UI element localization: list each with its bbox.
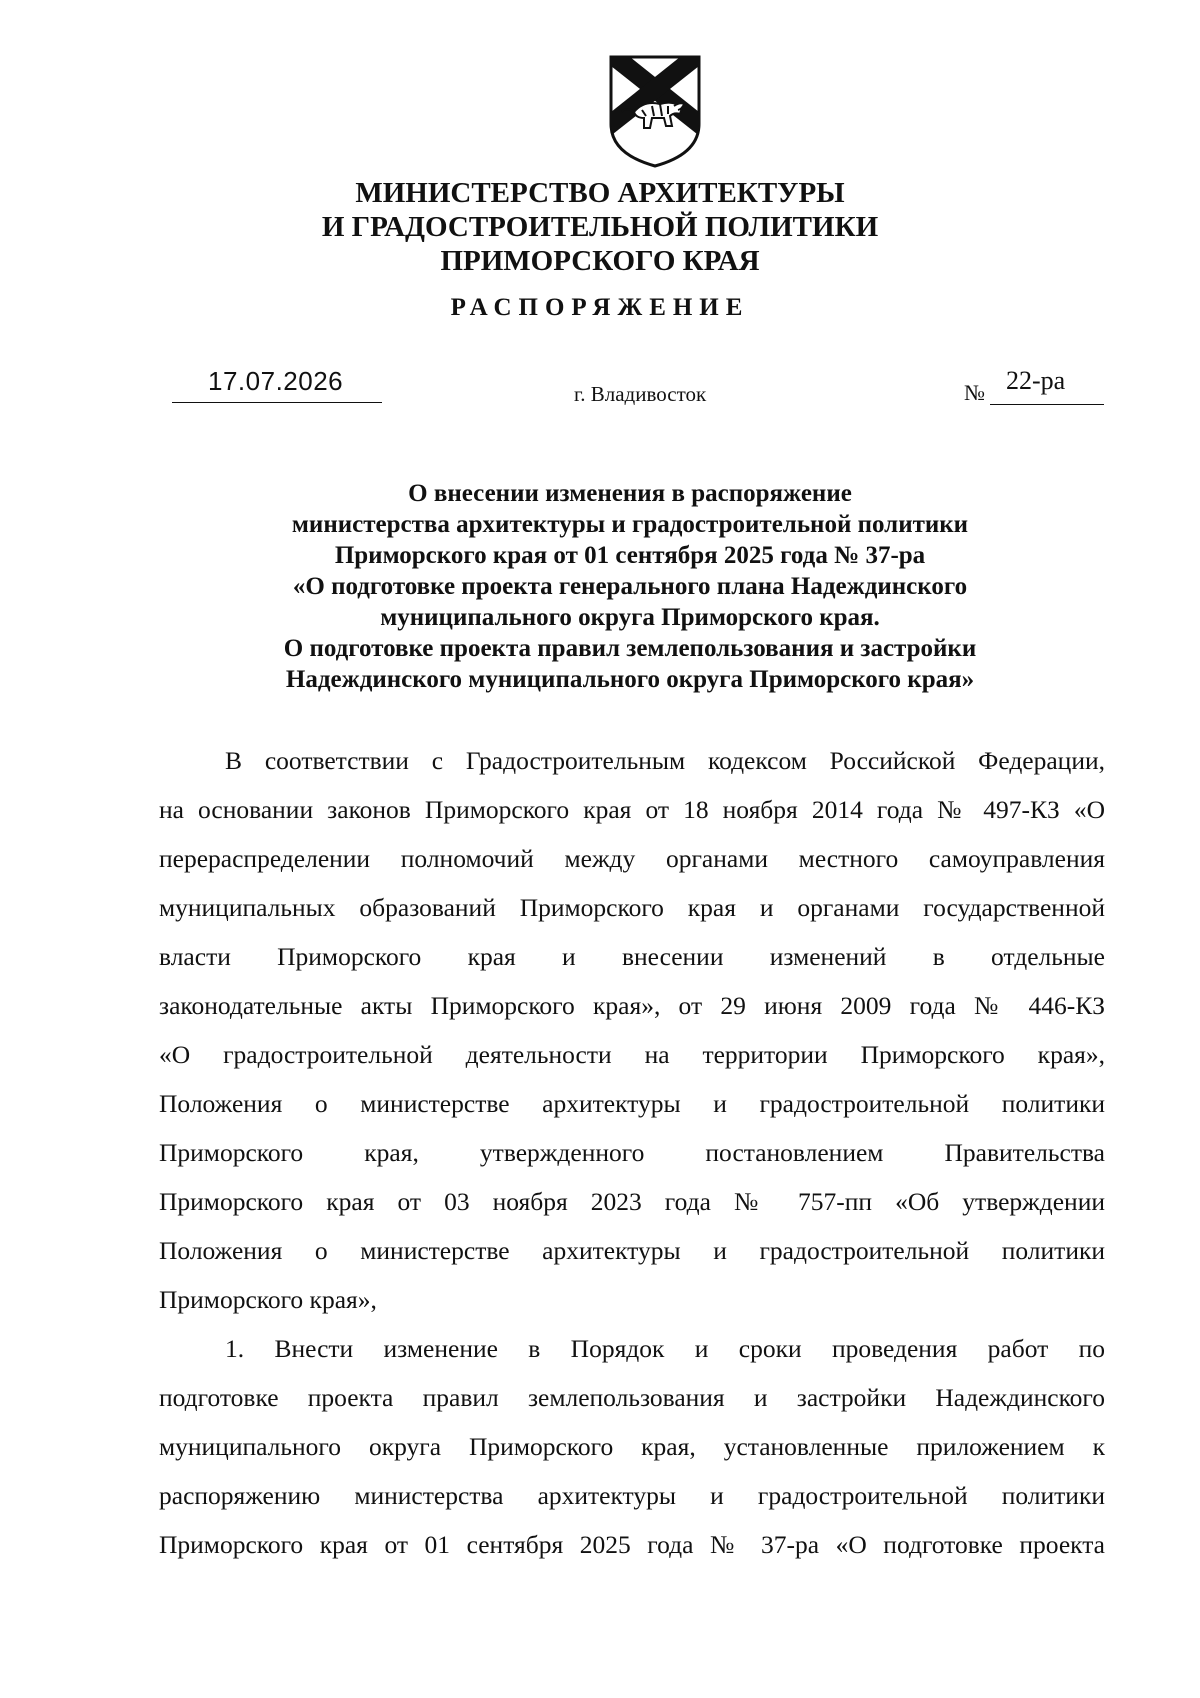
- body-line: на основании законов Приморского края от 18 ноября 2014 года № 497-КЗ «О: [159, 795, 1105, 824]
- body-line: подготовке проекта правил землепользования и застройки Надеждинского: [159, 1383, 1105, 1412]
- number-sign: №: [964, 380, 985, 405]
- body-line: В соответствии с Градостроительным кодексом Российской Федерации,: [225, 746, 1105, 775]
- ministry-name: [0, 176, 1200, 278]
- ministry-line: ПРИМОРСКОГО КРАЯ: [440, 245, 760, 277]
- body-line: муниципального округа Приморского края, установленные приложением к: [159, 1432, 1105, 1461]
- body-line: власти Приморского края и внесении изменений в отдельные: [159, 942, 1105, 971]
- body-line: Приморского края»,: [159, 1285, 377, 1314]
- body-line: перераспределении полномочий между органами местного самоуправления: [159, 844, 1105, 873]
- document-body: [159, 736, 1105, 1569]
- body-line: Приморского края от 01 сентября 2025 года № 37-ра «О подготовке проекта: [159, 1530, 1105, 1559]
- title-line: О подготовке проекта правил землепользования и застройки: [283, 635, 977, 662]
- document-date: 17.07.2026: [208, 366, 344, 396]
- preamble-paragraph: [159, 736, 1105, 1324]
- document-city: г. Владивосток: [574, 382, 707, 406]
- body-line: Приморского края, утвержденного постановлением Правительства: [159, 1138, 1105, 1167]
- document-type: РАСПОРЯЖЕНИЕ: [450, 294, 750, 321]
- title-line: О внесении изменения в распоряжение: [408, 480, 852, 507]
- body-line: законодательные акты Приморского края», от 29 июня 2009 года № 446-КЗ: [159, 991, 1105, 1020]
- body-line: Положения о министерстве архитектуры и градостроительной политики: [159, 1089, 1105, 1118]
- coat-of-arms-emblem: [608, 54, 702, 170]
- body-line: муниципальных образований Приморского края и органами государственной: [159, 893, 1105, 922]
- title-line: Надеждинского муниципального округа Приморского края»: [285, 666, 975, 693]
- number-underline: [990, 404, 1104, 405]
- body-line: Положения о министерстве архитектуры и градостроительной политики: [159, 1236, 1105, 1265]
- body-line: распоряжению министерства архитектуры и градостроительной политики: [159, 1481, 1105, 1510]
- document-number: 22-ра: [1006, 366, 1066, 395]
- body-line: «О градостроительной деятельности на территории Приморского края»,: [159, 1040, 1105, 1069]
- body-line: Приморского края от 03 ноября 2023 года № 757-пп «Об утверждении: [159, 1187, 1105, 1216]
- ministry-line: И ГРАДОСТРОИТЕЛЬНОЙ ПОЛИТИКИ: [321, 211, 879, 243]
- title-line: «О подготовке проекта генерального плана Надеждинского: [292, 573, 968, 600]
- date-underline: [172, 402, 382, 403]
- title-line: Приморского края от 01 сентября 2025 года № 37-ра: [334, 542, 926, 569]
- body-line: 1. Внести изменение в Порядок и сроки проведения работ по: [225, 1334, 1105, 1363]
- title-line: муниципального округа Приморского края.: [380, 604, 880, 631]
- document-title: [120, 478, 1140, 695]
- item-1-paragraph: [159, 1324, 1105, 1569]
- title-line: министерства архитектуры и градостроительной политики: [291, 511, 969, 538]
- ministry-line: МИНИСТЕРСТВО АРХИТЕКТУРЫ: [355, 177, 845, 209]
